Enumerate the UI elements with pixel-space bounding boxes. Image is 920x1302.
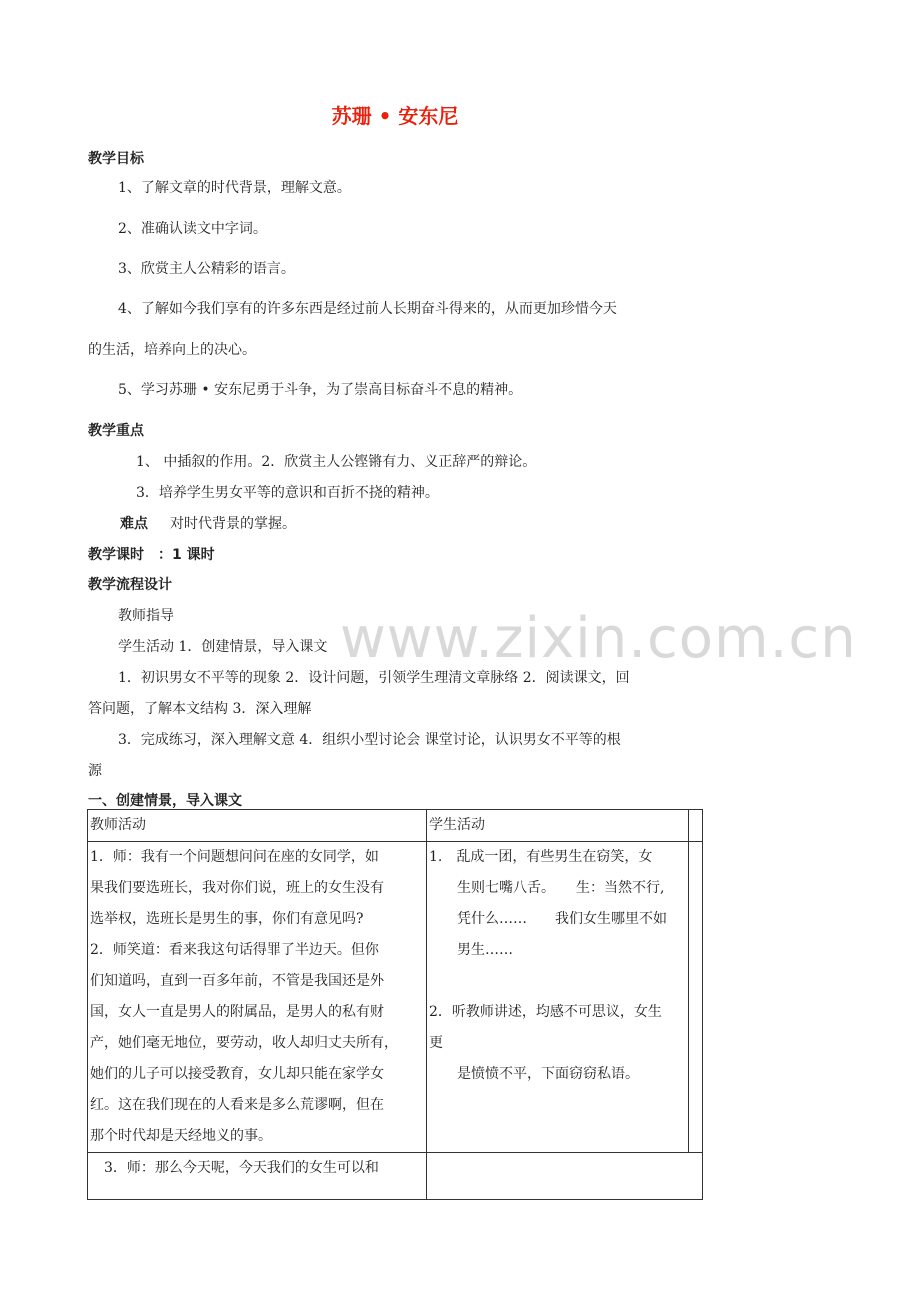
student-line: 是愤愤不平，下面窃窃私语。 (429, 1066, 639, 1082)
difficulty-label: 难点 (120, 516, 148, 532)
table-row (88, 1153, 703, 1200)
student-activity-cell (427, 1153, 703, 1200)
teacher-activity-cell (88, 842, 427, 1153)
objective-item: 2、准确认读文中字词。 (118, 221, 267, 237)
keypoint-line: 3．培养学生男女平等的意识和百折不挠的精神。 (136, 485, 439, 501)
teacher-activity-cell (88, 1153, 427, 1200)
teacher-line: 3．师：那么今天呢，今天我们的女生可以和 (104, 1160, 379, 1176)
student-line: 凭什么…… 我们女生哪里不如 (429, 911, 667, 927)
student-line: 2．听教师讲述，均感不可思议，女生 (429, 1004, 662, 1020)
objective-item: 4、了解如今我们享有的许多东西是经过前人长期奋斗得来的，从而更加珍惜今天 (118, 301, 617, 317)
student-line: 生则七嘴八舌。 生：当然不行, (429, 880, 665, 896)
student-line: 1. 乱成一团，有些男生在窃笑，女 (429, 849, 653, 865)
flow-line: 学生活动 1．创建情景，导入课文 (118, 639, 328, 655)
teacher-line: 国，女人一直是男人的附属品，是男人的私有财 (90, 1004, 384, 1020)
class-hours: 教学课时 ：1 课时 (88, 547, 215, 563)
empty-cell (689, 842, 703, 1153)
keypoints-heading: 教学重点 (88, 423, 144, 439)
teacher-line: 那个时代却是天经地义的事。 (90, 1128, 272, 1144)
flow-line: 教师指导 (118, 608, 174, 624)
objective-item: 3、欣赏主人公精彩的语言。 (118, 261, 295, 277)
teacher-line: 1．师：我有一个问题想问问在座的女同学，如 (90, 849, 379, 865)
flow-heading: 教学流程设计 (88, 577, 172, 593)
student-activity-cell (427, 842, 689, 1153)
table-row (88, 842, 703, 1153)
objective-item: 1、了解文章的时代背景，理解文意。 (118, 180, 351, 196)
keypoint-line: 1、 中插叙的作用。2．欣赏主人公铿锵有力、义正辞严的辩论。 (136, 454, 537, 470)
objective-item-continued: 的生活，培养向上的决心。 (88, 342, 256, 358)
flow-line: 3．完成练习，深入理解文意 4．组织小型讨论会 课堂讨论，认识男女不平等的根 (118, 732, 621, 748)
teacher-line: 2．师笑道：看来我这句话得罪了半边天。但你 (90, 942, 379, 958)
teacher-line: 选举权，选班长是男生的事，你们有意见吗? (90, 911, 364, 927)
watermark: www.zixin.com.cn (340, 606, 857, 671)
flow-line: 1．初识男女不平等的现象 2．设计问题，引领学生理清文章脉络 2．阅读课文，回 (118, 670, 630, 686)
teacher-line: 她们的儿子可以接受教育，女儿却只能在家学女 (90, 1066, 384, 1082)
empty-cell (689, 810, 703, 842)
page-title: 苏珊 • 安东尼 (331, 104, 459, 128)
teacher-line: 产，她们毫无地位，要劳动，收人却归丈夫所有， (90, 1035, 398, 1051)
student-line: 更 (429, 1035, 443, 1051)
flow-line: 源 (88, 763, 102, 779)
difficulty-text: 对时代背景的掌握。 (170, 516, 296, 532)
objective-item: 5、学习苏珊 • 安东尼勇于斗争，为了崇高目标奋斗不息的精神。 (118, 382, 523, 398)
table-header-row (88, 810, 703, 842)
teacher-line: 果我们要选班长，我对你们说，班上的女生没有 (90, 880, 384, 896)
flow-line: 答问题，了解本文结构 3．深入理解 (88, 701, 312, 717)
student-line (429, 966, 686, 997)
teacher-line: 红。这在我们现在的人看来是多么荒谬啊，但在 (90, 1097, 384, 1113)
student-line: 男生…… (429, 942, 513, 958)
objectives-heading: 教学目标 (88, 151, 144, 167)
teacher-line: 们知道吗，直到一百多年前，不管是我国还是外 (90, 973, 384, 989)
section1-heading: 一、创建情景，导入课文 (88, 793, 242, 809)
teacher-column-header: 教师活动 (88, 810, 427, 842)
student-column-header: 学生活动 (427, 810, 689, 842)
activity-table (87, 809, 703, 1200)
